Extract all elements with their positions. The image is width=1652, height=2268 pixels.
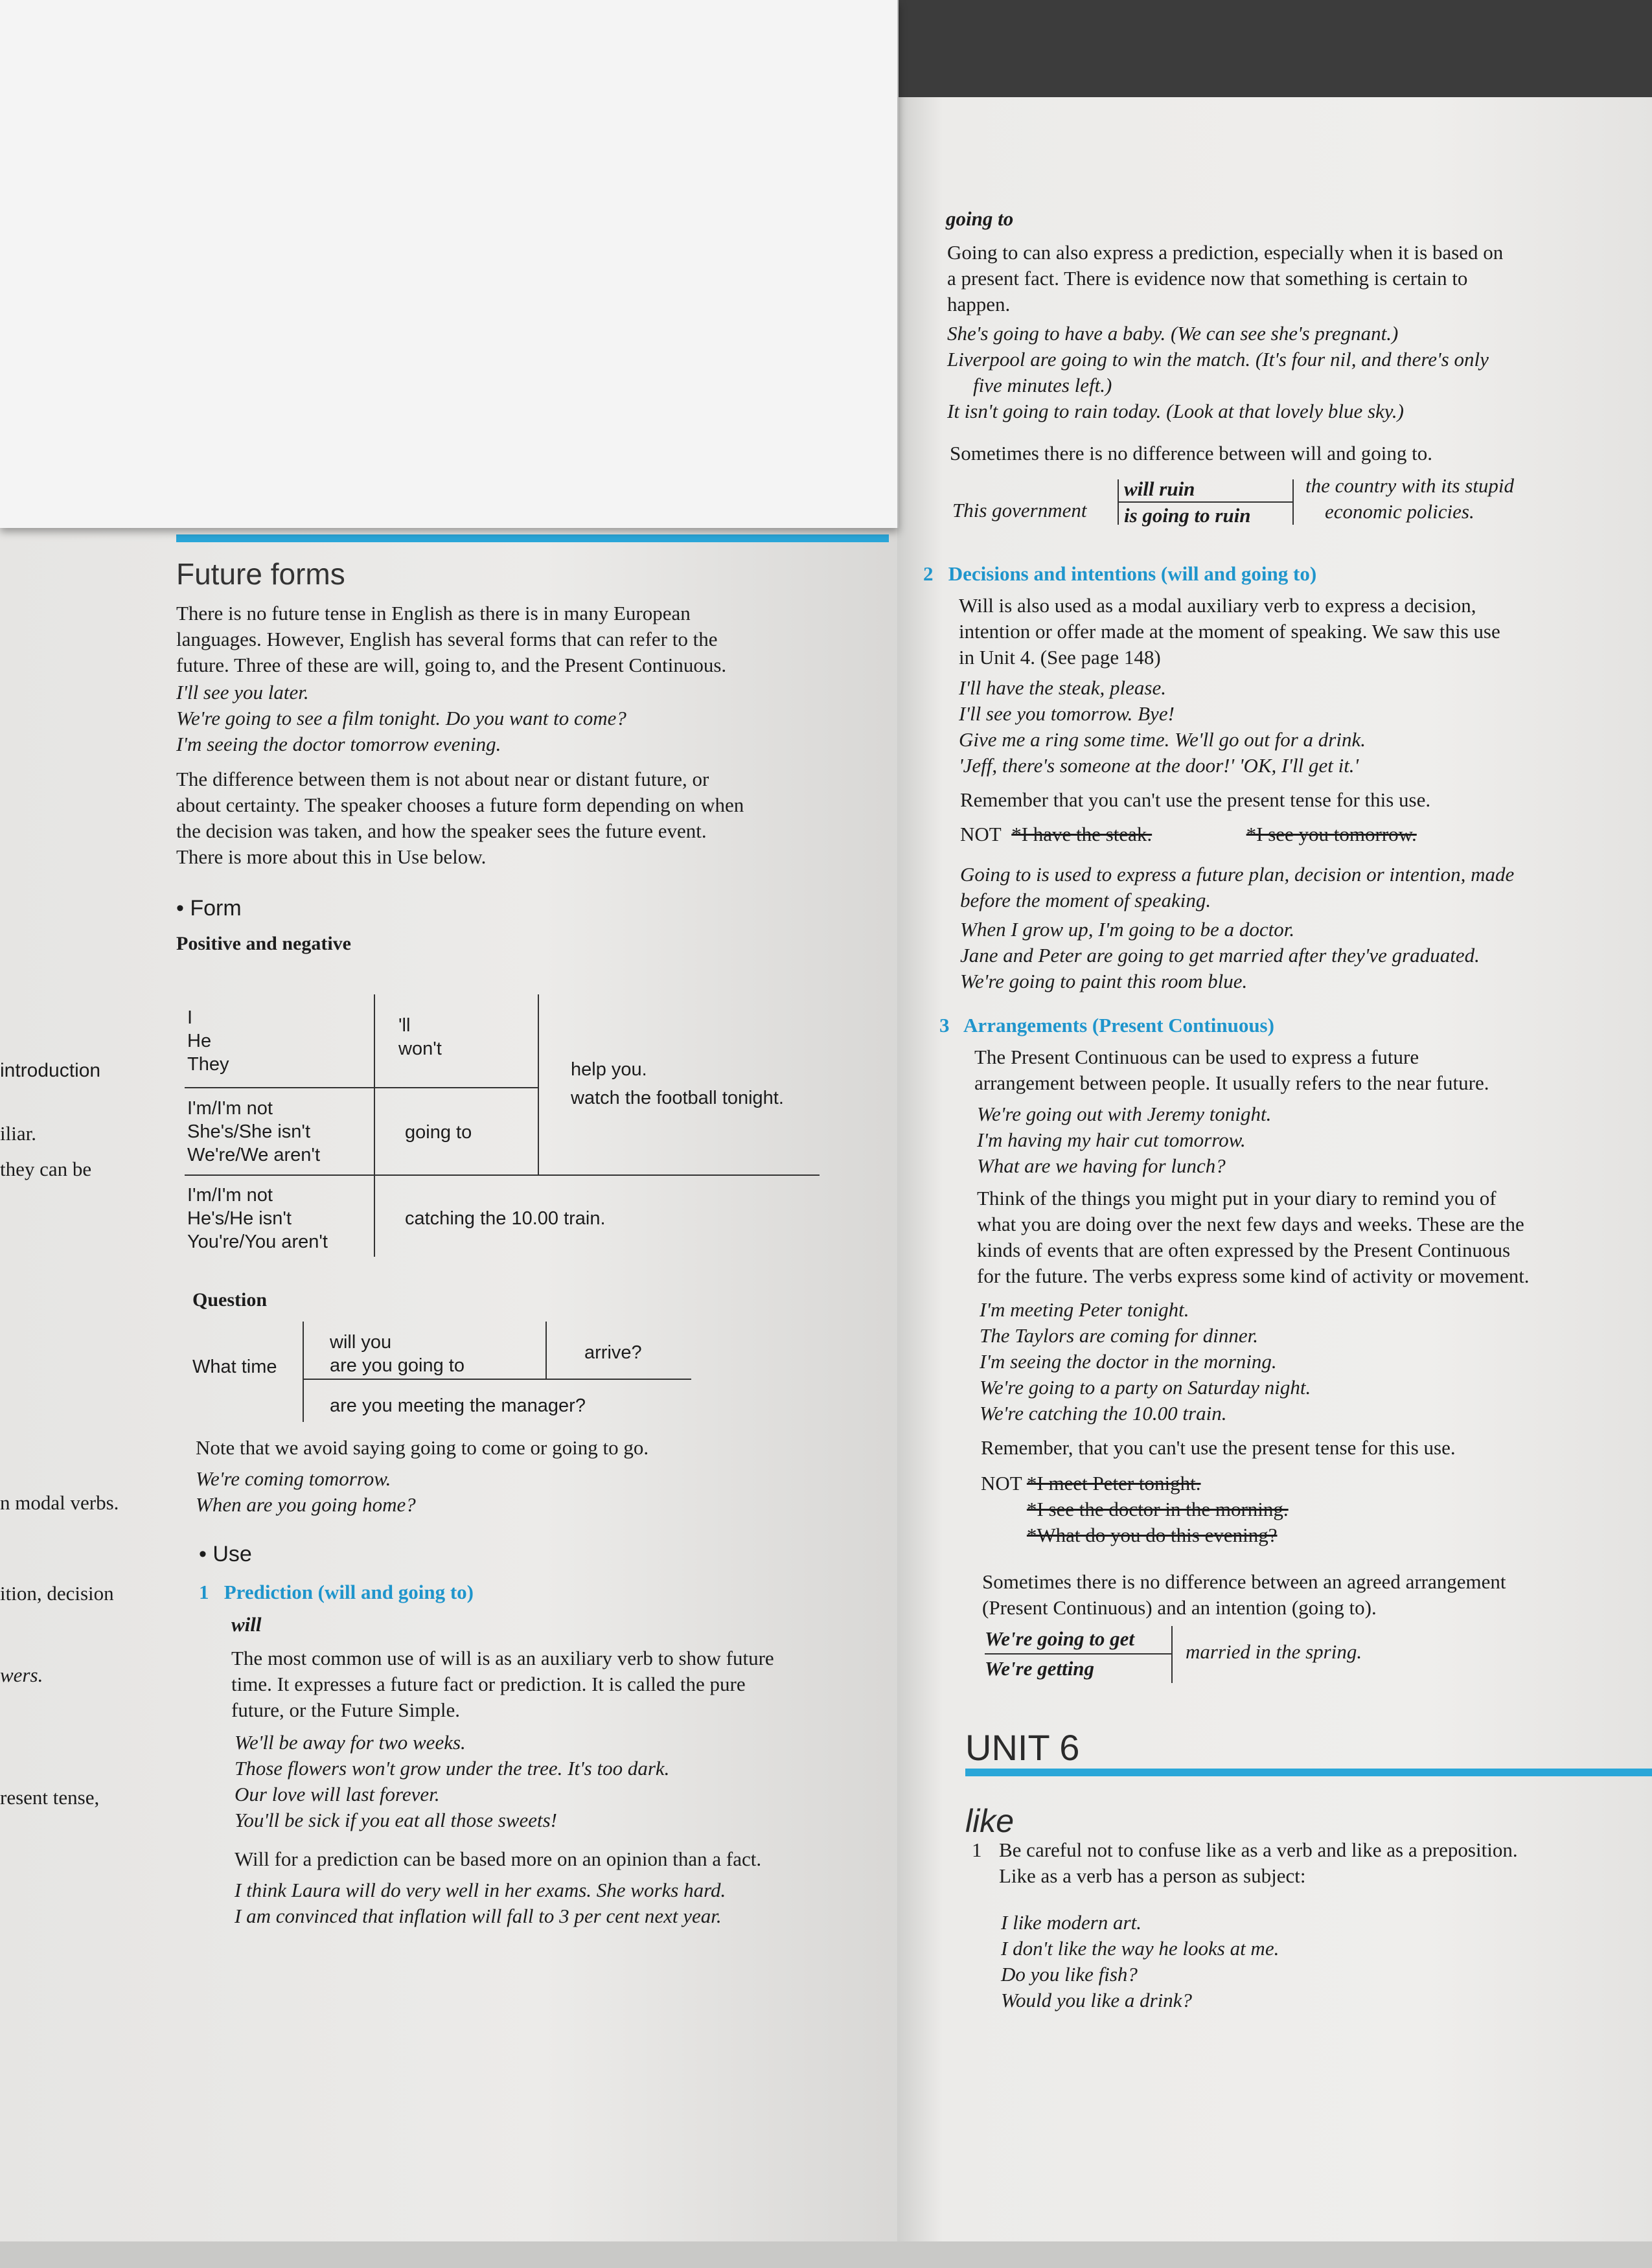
example-line: When are you going home? <box>196 1493 416 1516</box>
table-divider <box>545 1322 547 1380</box>
subject: I <box>187 1007 193 1028</box>
paragraph-line: Going to can also express a prediction, especially when it is based on <box>947 241 1504 264</box>
example-line: What are we having for lunch? <box>977 1154 1226 1177</box>
example-line: The Taylors are coming for dinner. <box>980 1324 1259 1347</box>
margin-fragment: iliar. <box>0 1122 36 1145</box>
not-examples <box>981 1471 1289 1548</box>
example-line: I'm having my hair cut tomorrow. <box>977 1128 1246 1151</box>
section-title: Future forms <box>176 557 345 591</box>
table-cell-end: watch the football tonight. <box>571 1088 784 1108</box>
paragraph-line: kinds of events that are often expressed by the Present Continuous <box>977 1239 1511 1261</box>
subject: He's/He isn't <box>187 1208 292 1229</box>
table-divider <box>374 994 375 1257</box>
question-verb: arrive? <box>584 1342 642 1363</box>
table-cell-aux: catching the 10.00 train. <box>405 1208 606 1229</box>
example-line: You'll be sick if you eat all those sweets! <box>235 1809 557 1831</box>
margin-fragment: wers. <box>0 1664 43 1686</box>
will-paragraph <box>231 1645 774 1723</box>
section-rule <box>176 534 889 542</box>
table-option: We're going to get <box>985 1627 1135 1650</box>
example-line: I'm seeing the doctor in the morning. <box>980 1350 1277 1373</box>
will-opinion: Will for a prediction can be based more on an opinion than a fact. <box>235 1848 762 1870</box>
like-paragraph <box>999 1837 1518 1889</box>
margin-fragment: they can be <box>0 1158 92 1180</box>
table-divider <box>303 1322 304 1422</box>
subject: They <box>187 1054 229 1075</box>
future-forms-section <box>176 534 889 955</box>
paragraph-line: Like as a verb has a person as subject: <box>999 1864 1306 1887</box>
example-line: I'll have the steak, please. <box>959 676 1166 699</box>
arrangements-heading <box>939 1014 1274 1037</box>
question-heading: Question <box>192 1289 268 1311</box>
example-line: We're catching the 10.00 train. <box>980 1402 1227 1425</box>
example-line: I think Laura will do very well in her exams. She works hard. <box>235 1879 726 1901</box>
example-line: We'll be away for two weeks. <box>235 1731 466 1754</box>
section-heading-text: Arrangements (Present Continuous) <box>963 1014 1274 1037</box>
like-number: 1 <box>972 1838 982 1861</box>
intro-line: There is no future tense in English as there is in many European <box>176 602 691 624</box>
plan-examples <box>960 917 1480 994</box>
paragraph-line: arrangement between people. It usually refers to the near future. <box>974 1071 1489 1094</box>
margin-fragment: ition, decision <box>0 1582 114 1605</box>
example-line: She's going to have a baby. (We can see she's pregnant.) <box>947 322 1399 345</box>
paragraph-line: Think of the things you might put in your diary to remind you of <box>977 1187 1497 1209</box>
paragraph-line: happen. <box>947 293 1011 315</box>
difference-line: The difference between them is not about near or distant future, or <box>176 768 709 790</box>
unit-title: UNIT 6 <box>965 1727 1080 1768</box>
form-heading: • Form <box>176 896 242 921</box>
margin-fragment: n modal verbs. <box>0 1491 119 1514</box>
paragraph-line: future, or the Future Simple. <box>231 1699 460 1721</box>
not-label: NOT <box>960 823 1002 845</box>
intro-line: future. Three of these are will, going to, and the Present Continuous. <box>176 654 727 676</box>
paragraph-line: Will is also used as a modal auxiliary verb to express a decision, <box>959 594 1476 617</box>
will-examples <box>235 1730 669 1833</box>
going-to-plan <box>960 862 1514 913</box>
difference-paragraph <box>176 766 889 870</box>
table-cell-subjects <box>187 1097 320 1167</box>
example-line: When I grow up, I'm going to be a doctor. <box>960 918 1295 941</box>
example-line: We're going to paint this room blue. <box>960 970 1248 992</box>
going-to-subheading: going to <box>946 207 1014 230</box>
paragraph-line: The Present Continuous can be used to express a future <box>974 1046 1419 1068</box>
intro-line: languages. However, English has several forms that can refer to the <box>176 628 718 650</box>
remember-note: Remember, that you can't use the present tense for this use. <box>981 1436 1456 1459</box>
pos-neg-heading: Positive and negative <box>176 933 351 954</box>
government-table <box>952 473 1535 531</box>
will-subheading: will <box>231 1613 262 1636</box>
like-examples <box>1001 1910 1279 2013</box>
paragraph-line: a present fact. There is evidence now that something is certain to <box>947 267 1468 290</box>
example-line: Our love will last forever. <box>235 1783 440 1805</box>
table-cell-subjects <box>187 1006 229 1076</box>
not-label: NOT <box>981 1472 1022 1495</box>
intro-paragraph <box>176 601 889 678</box>
example-line: I'll see you later. <box>176 681 309 704</box>
example-line: five minutes left.) <box>973 374 1112 396</box>
subject: We're/We aren't <box>187 1145 321 1165</box>
table-divider <box>538 994 539 1176</box>
decisions-paragraph <box>959 593 1500 670</box>
paragraph-line: what you are doing over the next few days and weeks. These are the <box>977 1213 1524 1235</box>
example-line: I like modern art. <box>1001 1911 1141 1934</box>
use-heading: • Use <box>199 1542 252 1566</box>
spring-table <box>985 1626 1438 1684</box>
aux: will you <box>330 1332 392 1353</box>
section-number: 2 <box>923 562 934 585</box>
like-heading: like <box>965 1803 1015 1839</box>
example-line: I am convinced that inflation will fall to 3 per cent next year. <box>235 1905 722 1927</box>
question-table <box>192 1322 691 1422</box>
form-heading-text: Form <box>190 896 242 921</box>
intro-examples <box>176 680 889 757</box>
paragraph-line: before the moment of speaking. <box>960 889 1211 911</box>
table-option: will ruin <box>1124 477 1195 500</box>
table-cell-aux: going to <box>405 1122 472 1143</box>
table-divider <box>185 1174 820 1176</box>
going-to-paragraph <box>947 240 1627 317</box>
paragraph-line: Be careful not to confuse like as a verb and like as a preposition. <box>999 1838 1518 1861</box>
table-divider <box>985 1653 1171 1655</box>
wrong-example: *What do you do this evening? <box>1026 1524 1278 1546</box>
table-option: We're getting <box>985 1657 1095 1680</box>
example-line: I'm meeting Peter tonight. <box>980 1298 1189 1321</box>
arrangements-paragraph <box>974 1044 1489 1096</box>
remember-note: Remember that you can't use the present tense for this use. <box>960 788 1431 811</box>
subject: I'm/I'm not <box>187 1098 273 1119</box>
subject: She's/She isn't <box>187 1121 311 1142</box>
example-line: We're going to see a film tonight. Do you want to come? <box>176 707 626 729</box>
section-heading-text: Prediction (will and going to) <box>224 1581 474 1603</box>
margin-fragment: resent tense, <box>0 1786 100 1809</box>
example-line: I'm seeing the doctor tomorrow evening. <box>176 733 501 755</box>
subject: I'm/I'm not <box>187 1185 273 1206</box>
table-cell-aux <box>398 1014 442 1060</box>
table-object: married in the spring. <box>1186 1640 1362 1663</box>
avoid-note: Note that we avoid saying going to come or going to go. <box>196 1436 649 1459</box>
diary-paragraph <box>977 1186 1530 1289</box>
margin-fragment: introduction <box>0 1060 101 1081</box>
paragraph-line: time. It expresses a future fact or prediction. It is called the pure <box>231 1673 746 1695</box>
table-option: is going to ruin <box>1124 504 1251 527</box>
wrong-example: *I meet Peter tonight. <box>1026 1472 1201 1495</box>
example-line: Would you like a drink? <box>1001 1989 1193 2011</box>
aux: are you going to <box>330 1355 465 1376</box>
wrong-example: *I see you tomorrow. <box>1246 823 1417 845</box>
question-word: What time <box>192 1357 277 1377</box>
prediction-heading <box>199 1581 474 1604</box>
subject: You're/You aren't <box>187 1231 328 1252</box>
unit-rule <box>965 1769 1652 1776</box>
paragraph-line: in Unit 4. (See page 148) <box>959 646 1161 669</box>
table-divider <box>185 1087 538 1088</box>
diary-examples <box>980 1297 1311 1426</box>
example-line: Give me a ring some time. We'll go out for a drink. <box>959 728 1366 751</box>
example-line: I don't like the way he looks at me. <box>1001 1937 1279 1960</box>
example-line: Jane and Peter are going to get married after they've graduated. <box>960 944 1480 967</box>
question-aux <box>330 1331 465 1377</box>
wrong-example: *I see the doctor in the morning. <box>1026 1498 1289 1520</box>
question-alt: are you meeting the manager? <box>330 1395 586 1416</box>
subject: He <box>187 1031 212 1051</box>
no-difference-note: Sometimes there is no difference between will and going to. <box>950 442 1432 464</box>
example-line: We're going to a party on Saturday night. <box>980 1376 1311 1399</box>
aux: won't <box>398 1038 442 1059</box>
paragraph-line: (Present Continuous) and an intention (going to). <box>982 1596 1377 1619</box>
example-line: I'll see you tomorrow. Bye! <box>959 702 1175 725</box>
section-number: 1 <box>199 1581 209 1603</box>
overlay-paper-slip <box>0 0 899 528</box>
paragraph-line: intention or offer made at the moment of speaking. We saw this use <box>959 620 1500 643</box>
arrangement-vs-intention <box>982 1569 1506 1621</box>
table-object <box>1305 473 1514 525</box>
going-to-examples <box>947 321 1489 424</box>
table-cell-end: help you. <box>571 1059 647 1080</box>
will-opinion-examples <box>235 1877 726 1929</box>
bottom-edge <box>0 2241 1652 2268</box>
use-heading-text: Use <box>212 1542 252 1566</box>
table-divider <box>1171 1626 1173 1683</box>
example-line: Liverpool are going to win the match. (It's four nil, and there's only <box>947 348 1489 371</box>
example-line: Do you like fish? <box>1001 1963 1138 1986</box>
aux: 'll <box>398 1015 411 1036</box>
example-line: We're going out with Jeremy tonight. <box>977 1103 1272 1125</box>
example-line: It isn't going to rain today. (Look at that lovely blue sky.) <box>947 400 1404 422</box>
difference-line: the decision was taken, and how the speaker sees the future event. <box>176 819 707 842</box>
example-line: 'Jeff, there's someone at the door!' 'OK, I'll get it.' <box>959 754 1359 777</box>
positive-negative-table <box>185 994 820 1257</box>
table-divider <box>303 1379 691 1380</box>
paragraph-line: for the future. The verbs express some kind of activity or movement. <box>977 1265 1530 1287</box>
section-heading-text: Decisions and intentions (will and going to) <box>948 562 1317 585</box>
paragraph-line: The most common use of will is as an auxiliary verb to show future <box>231 1647 774 1669</box>
table-cell-subjects <box>187 1184 328 1254</box>
decisions-examples <box>959 675 1366 779</box>
not-examples <box>960 821 1417 847</box>
difference-line: about certainty. The speaker chooses a future form depending on when <box>176 794 744 816</box>
table-subject: This government <box>952 499 1087 521</box>
arrangements-examples <box>977 1101 1271 1179</box>
wrong-example: *I have the steak. <box>1011 823 1153 845</box>
decisions-heading <box>923 562 1316 586</box>
paragraph-line: Going to is used to express a future plan, decision or intention, made <box>960 863 1515 886</box>
top-dark-strip <box>897 0 1652 97</box>
example-line: We're coming tomorrow. <box>196 1467 391 1490</box>
section-number: 3 <box>939 1014 950 1037</box>
example-line: Those flowers won't grow under the tree. It's too dark. <box>235 1757 670 1780</box>
difference-line: There is more about this in Use below. <box>176 845 487 868</box>
paragraph-line: Sometimes there is no difference between an agreed arrangement <box>982 1570 1506 1593</box>
avoid-examples <box>196 1466 416 1518</box>
object-line: economic policies. <box>1325 500 1474 523</box>
object-line: the country with its stupid <box>1305 474 1515 497</box>
